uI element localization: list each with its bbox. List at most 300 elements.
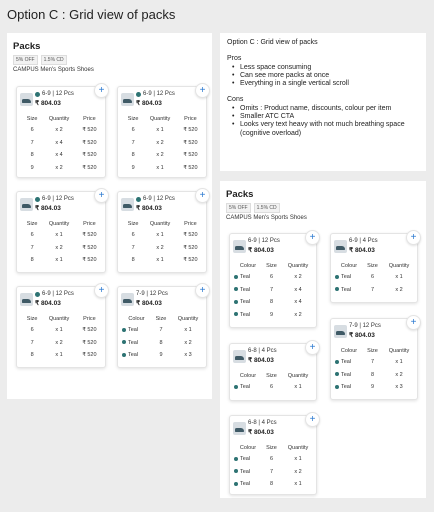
column-header: Quantity [48,115,70,122]
pack-card [229,343,317,401]
colour-cell [233,381,263,394]
shoe-thumbnail [121,293,134,306]
plus-icon: + [410,232,417,243]
table-header-row [334,345,417,356]
cell-value: 8 [131,152,135,159]
table-row [121,162,206,175]
add-to-cart-button[interactable] [195,83,210,98]
pack-label [35,91,74,97]
table-header-row [121,113,206,124]
pack-table [121,218,206,267]
table-cell [381,356,417,369]
table-cell [175,149,206,162]
column-header: Price [83,220,96,227]
cons-item: • Omits : Product name, discounts, colour per item [227,105,419,113]
add-to-cart-button[interactable] [195,283,210,298]
table-header-row [20,313,105,324]
table-cell [44,254,74,267]
add-to-cart-button[interactable] [94,188,109,203]
table-cell [74,162,105,175]
table-cell [175,124,206,137]
cell-value: ₹ 520 [82,232,97,239]
colour-cell [233,309,263,322]
colour-dot-icon [335,372,339,376]
colour-cell [334,381,364,394]
table-row [20,229,105,242]
table-cell [20,137,44,150]
colour-dot-icon [335,360,339,364]
left-packs-panel [7,33,212,399]
pack-price: ₹ 804.03 [248,429,274,436]
shoe-thumbnail [334,240,347,253]
column-header: Size [127,115,139,122]
table-cell [20,254,44,267]
cell-value: 6 [30,127,34,134]
colour-cell [334,284,364,297]
pack-size-text: 6-8 | 4 Pcs [248,420,277,426]
cell-value: x 2 [294,311,302,318]
cell-value: x 2 [395,286,403,293]
table-row [121,254,206,267]
column-header: Colour [239,444,257,451]
table-cell [44,324,74,337]
cell-value: 8 [269,481,274,488]
column-header: Quantity [149,115,171,122]
column-header: Size [26,220,38,227]
column-header: Colour [239,262,257,269]
table-row [121,337,206,350]
column-header: Size [266,372,277,379]
table-row [20,337,105,350]
add-to-cart-button[interactable] [94,83,109,98]
pack-price: ₹ 804.03 [136,100,162,107]
colour-dot-icon [234,287,238,291]
colour-dot-icon [234,457,238,461]
cell-value: 6 [131,127,135,134]
colour-cell [121,324,152,337]
colour-cell [233,478,263,491]
table-row [121,149,206,162]
plus-icon: + [199,285,206,296]
page-title: Option C : Grid view of packs [7,7,176,22]
table-cell [121,229,145,242]
table-cell [263,466,280,479]
shoe-thumbnail [233,422,246,435]
table-row [121,124,206,137]
cell-value: 8 [269,299,274,306]
table-cell [121,254,145,267]
table-row [334,356,417,369]
pack-table [233,442,316,491]
pack-size-text: 6-8 | 4 Pcs [248,348,277,354]
table-cell [44,149,74,162]
cell-value: 8 [159,339,163,346]
table-cell [170,324,206,337]
shoe-thumbnail [20,198,33,211]
cell-value: ₹ 520 [183,244,198,251]
colour-cell [233,271,263,284]
column-header: Quantity [388,347,410,354]
pros-list [227,64,419,89]
colour-cell [334,271,364,284]
cell-value: 9 [159,352,163,359]
cell-value: x 2 [156,139,164,146]
cell-value: x 4 [55,152,63,159]
table-cell [175,242,206,255]
table-cell [364,381,381,394]
table-cell [74,149,105,162]
table-row [334,284,417,297]
packs-title: Packs [13,41,41,52]
colour-dot-icon [35,92,40,97]
table-row [20,254,105,267]
column-header: Size [26,115,38,122]
table-cell [263,381,280,394]
plus-icon: + [98,85,105,96]
pack-label [248,238,280,244]
cons-item: • Smaller ATC CTA [227,113,419,121]
colour-cell [334,356,364,369]
cell-value: Teal [341,286,352,293]
pack-price: ₹ 804.03 [136,205,162,212]
column-header: Size [266,262,277,269]
table-cell [20,162,44,175]
table-cell [121,149,145,162]
table-cell [381,284,417,297]
add-to-cart-button[interactable] [305,340,320,355]
pack-label [248,420,277,426]
colour-cell [233,284,263,297]
pack-table [20,313,105,362]
table-cell [280,478,316,491]
add-to-cart-button[interactable] [406,230,421,245]
cell-value: x 2 [156,152,164,159]
pros-item: • Everything in a single vertical scroll [227,80,419,88]
table-row [121,324,206,337]
cell-value: x 1 [294,456,302,463]
table-cell [263,478,280,491]
column-header: Colour [128,315,145,322]
pack-card [330,233,418,303]
pack-label [136,91,175,97]
offer-badges [226,203,280,213]
cell-value: x 1 [55,232,63,239]
column-header: Size [367,347,378,354]
table-cell [145,137,175,150]
table-row [233,478,316,491]
table-row [233,296,316,309]
packs-title: Packs [226,189,254,200]
cell-value: 7 [370,359,375,366]
cell-value: 7 [30,139,34,146]
table-row [20,324,105,337]
colour-cell [334,369,364,382]
table-cell [280,309,316,322]
pack-price: ₹ 804.03 [35,100,61,107]
pack-label [349,323,381,329]
cell-value: x 1 [156,257,164,264]
colour-dot-icon [335,385,339,389]
pack-card [117,286,207,368]
cell-value: ₹ 520 [82,257,97,264]
column-header: Price [83,115,96,122]
colour-cell [233,466,263,479]
right-packs-panel [220,181,426,498]
plus-icon: + [309,414,316,425]
table-cell [20,229,44,242]
pack-table [233,370,316,394]
shoe-thumbnail [20,293,33,306]
table-cell [74,242,105,255]
cell-value: ₹ 520 [82,339,97,346]
add-to-cart-button[interactable] [94,283,109,298]
pack-table [334,345,417,394]
pack-size-text: 7-9 | 12 Pcs [349,323,381,329]
table-cell [44,162,74,175]
cell-value: 7 [159,327,163,334]
cell-value: ₹ 520 [183,139,198,146]
plus-icon: + [309,232,316,243]
table-cell [44,229,74,242]
pack-size-text: 6-9 | 12 Pcs [42,196,74,202]
colour-dot-icon [35,197,40,202]
colour-dot-icon [234,300,238,304]
cell-value: 7 [131,244,135,251]
add-to-cart-button[interactable] [195,188,210,203]
cell-value: 9 [269,311,274,318]
cell-value: x 2 [294,274,302,281]
pack-price: ₹ 804.03 [35,300,61,307]
pack-price: ₹ 804.03 [248,247,274,254]
shoe-thumbnail [121,198,134,211]
cell-value: 6 [269,274,274,281]
pack-price: ₹ 804.03 [349,247,375,254]
table-cell [364,284,381,297]
add-to-cart-button[interactable] [305,230,320,245]
cell-value: 7 [269,468,274,475]
colour-dot-icon [234,312,238,316]
table-row [20,349,105,362]
table-cell [145,254,175,267]
table-cell [280,271,316,284]
table-cell [175,229,206,242]
table-cell [381,381,417,394]
cell-value: 9 [370,384,375,391]
column-header: Quantity [388,262,410,269]
table-row [233,453,316,466]
cell-value: x 2 [55,164,63,171]
offer-badge: 1.5% CD [41,55,67,65]
table-cell [74,324,105,337]
cell-value: Teal [240,468,251,475]
cell-value: Teal [240,384,251,391]
table-cell [145,242,175,255]
table-cell [280,453,316,466]
column-header: Quantity [287,372,309,379]
table-cell [74,254,105,267]
table-cell [20,349,44,362]
table-row [233,309,316,322]
cell-value: x 1 [395,359,403,366]
plus-icon: + [199,190,206,201]
pros-item: • Can see more packs at once [227,72,419,80]
table-row [233,466,316,479]
cons-heading: Cons [227,96,244,104]
cell-value: ₹ 520 [82,127,97,134]
table-cell [263,271,280,284]
table-row [121,349,206,362]
table-cell [170,337,206,350]
table-cell [175,137,206,150]
pack-card [229,233,317,328]
colour-cell [233,296,263,309]
table-cell [263,309,280,322]
table-cell [121,137,145,150]
cell-value: ₹ 520 [82,164,97,171]
column-header: Size [127,220,139,227]
table-header-row [233,260,316,271]
table-cell [121,124,145,137]
table-row [20,137,105,150]
table-header-row [334,260,417,271]
cell-value: x 2 [395,371,403,378]
table-header-row [20,113,105,124]
plus-icon: + [98,190,105,201]
cell-value: 7 [131,139,135,146]
table-cell [280,381,316,394]
table-cell [121,162,145,175]
cell-value: ₹ 520 [82,244,97,251]
offer-badge: 5% OFF [13,55,38,65]
cell-value: x 4 [294,286,302,293]
cell-value: Teal [341,384,352,391]
colour-cell [121,349,152,362]
table-cell [280,284,316,297]
cell-value: Teal [128,339,139,346]
cell-value: Teal [240,311,251,318]
cell-value: x 1 [184,327,192,334]
cell-value: 9 [131,164,135,171]
column-header: Colour [340,347,358,354]
offer-badge: 5% OFF [226,203,251,213]
cell-value: 8 [131,257,135,264]
product-name: CAMPUS Men's Sports Shoes [13,67,94,73]
column-header: Size [367,262,378,269]
table-row [233,381,316,394]
plus-icon: + [309,342,316,353]
cell-value: 8 [370,371,375,378]
cell-value: 7 [30,339,34,346]
pack-price: ₹ 804.03 [136,300,162,307]
pack-size-text: 6-9 | 12 Pcs [143,91,175,97]
table-cell [280,466,316,479]
table-cell [175,254,206,267]
table-cell [44,124,74,137]
table-cell [145,162,175,175]
cell-value: 8 [30,257,34,264]
cell-value: ₹ 520 [183,152,198,159]
pack-card [16,286,106,368]
pack-card [16,86,106,178]
pack-card [117,191,207,273]
column-header: Colour [340,262,358,269]
table-row [121,229,206,242]
add-to-cart-button[interactable] [305,412,320,427]
colour-cell [121,337,152,350]
column-header: Quantity [177,315,199,322]
add-to-cart-button[interactable] [406,315,421,330]
cell-value: x 2 [294,468,302,475]
column-header: Size [155,315,167,322]
column-header: Size [266,444,277,451]
shoe-thumbnail [233,240,246,253]
column-header: Price [184,115,197,122]
pack-size-text: 6-9 | 12 Pcs [248,238,280,244]
cell-value: ₹ 520 [82,327,97,334]
table-row [20,242,105,255]
cell-value: x 3 [395,384,403,391]
table-cell [263,284,280,297]
cell-value: ₹ 520 [183,127,198,134]
table-cell [364,369,381,382]
pack-size-text: 6-9 | 12 Pcs [42,91,74,97]
cell-value: 6 [370,274,375,281]
colour-dot-icon [234,469,238,473]
cell-value: Teal [341,274,352,281]
table-header-row [233,370,316,381]
table-row [334,381,417,394]
table-cell [74,124,105,137]
column-header: Quantity [48,220,70,227]
pack-table [121,113,206,174]
pack-label [136,291,168,297]
notes-title: Option C : Grid view of packs [227,39,318,46]
table-cell [44,337,74,350]
table-cell [44,137,74,150]
cell-value: Teal [341,371,352,378]
cell-value: x 1 [55,327,63,334]
cell-value: x 2 [184,339,192,346]
table-cell [145,124,175,137]
table-row [20,149,105,162]
cell-value: 9 [30,164,34,171]
plus-icon: + [410,317,417,328]
cell-value: x 2 [156,244,164,251]
offer-badge: 1.5% CD [254,203,280,213]
table-row [233,271,316,284]
pack-table [20,218,105,267]
pack-price: ₹ 804.03 [248,357,274,364]
pack-card [117,86,207,178]
cell-value: x 1 [294,384,302,391]
cell-value: 6 [30,232,34,239]
table-cell [20,324,44,337]
cell-value: Teal [240,299,251,306]
table-row [20,162,105,175]
colour-dot-icon [122,340,126,344]
pack-table [20,113,105,174]
cell-value: x 1 [156,232,164,239]
table-cell [20,337,44,350]
cell-value: x 3 [184,352,192,359]
table-cell [175,162,206,175]
cell-value: 6 [131,232,135,239]
cell-value: 7 [30,244,34,251]
product-name: CAMPUS Men's Sports Shoes [226,215,307,221]
cell-value: x 2 [55,244,63,251]
table-cell [170,349,206,362]
cons-list [227,105,419,138]
